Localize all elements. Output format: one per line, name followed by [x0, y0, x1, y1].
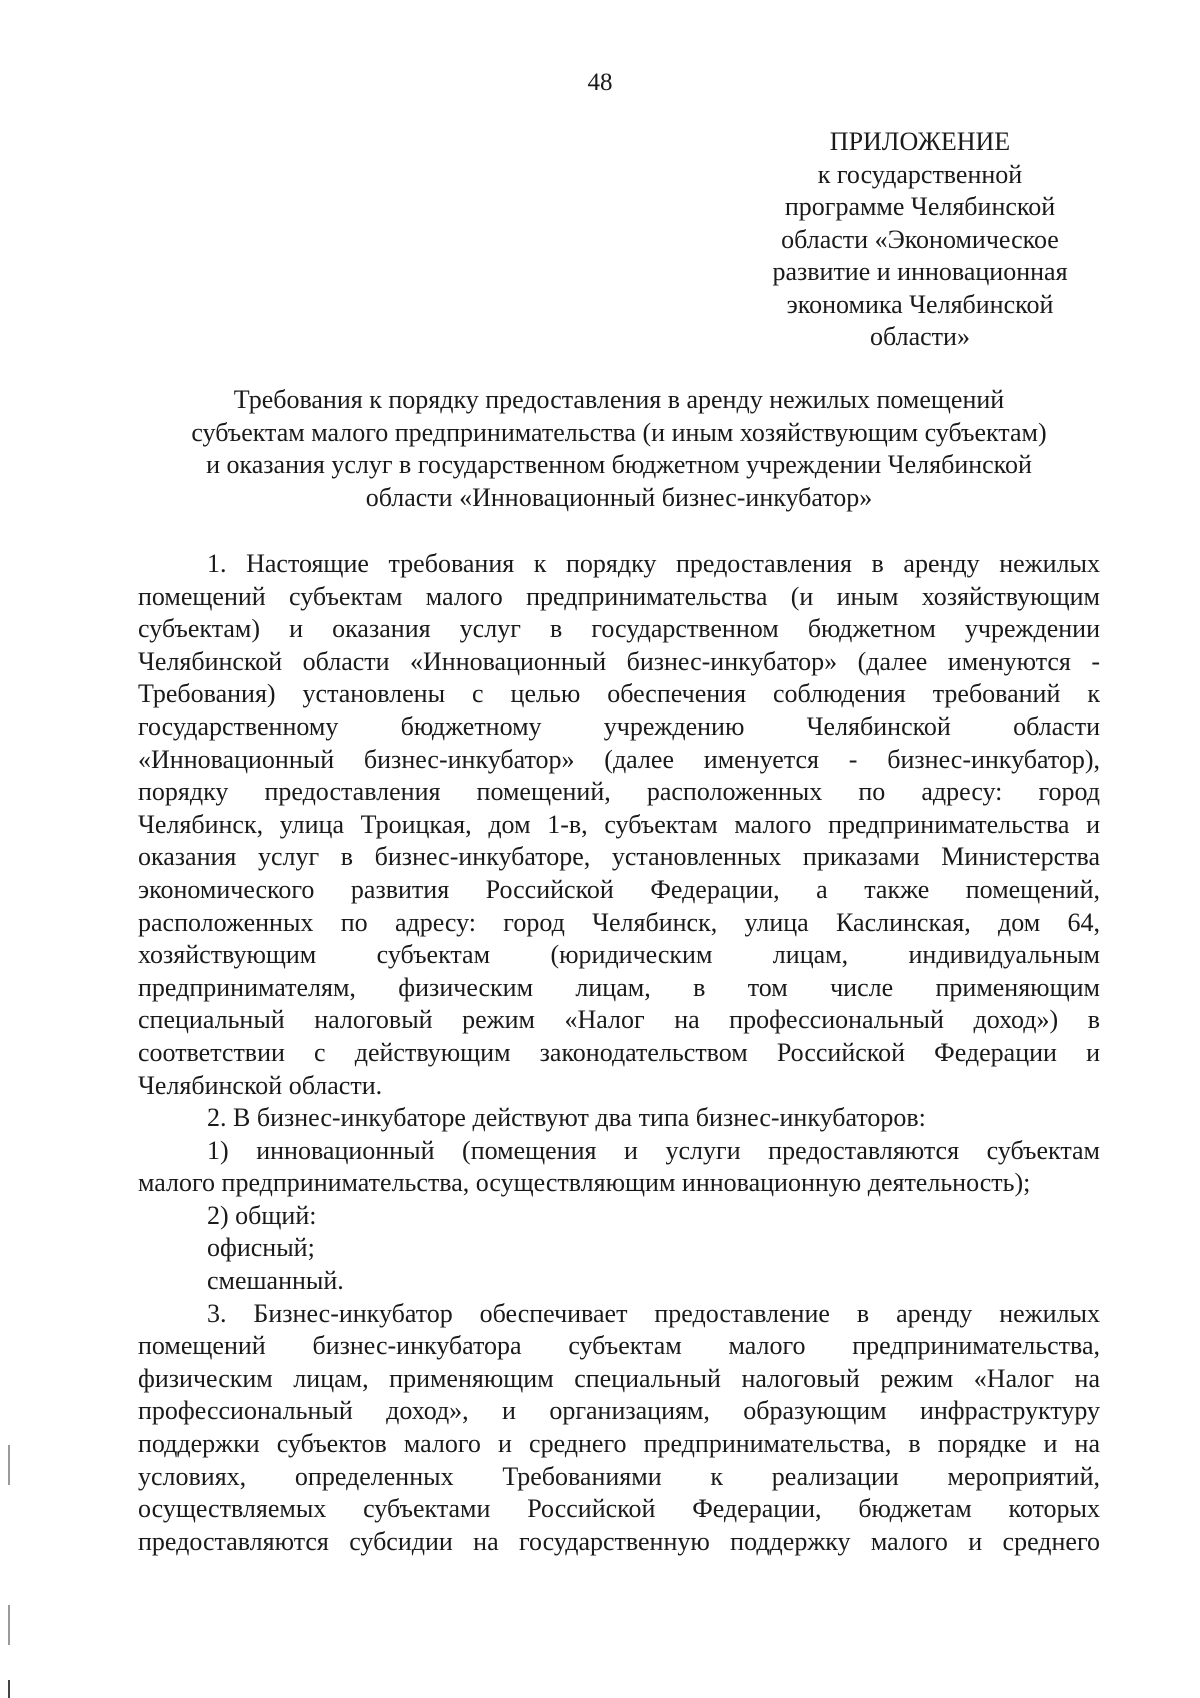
paragraph-3-line: 3. Бизнес-инкубатор обеспечивает предоставление в аренду нежилых [207, 1298, 1100, 1328]
paragraph-1-line: экономического развития Российской Федерации, а также помещений, [138, 874, 1100, 904]
paragraph-3-line: помещений бизнес-инкубатора субъектам малого предпринимательства, [138, 1331, 1100, 1361]
paragraph-3-line: предоставляются субсидии на государственную поддержку малого и среднего [138, 1526, 1100, 1556]
paragraph-1-line: 1. Настоящие требования к порядку предоставления в аренду нежилых [207, 549, 1100, 578]
paragraph-1-line: Челябинской области. [138, 1070, 383, 1100]
paragraph-3-line: профессиональный доход», и организациям, образующим инфраструктуру [138, 1396, 1100, 1426]
paragraph-1-line: соответствии с действующим законодательством Российской Федерации и [138, 1037, 1100, 1067]
page-number: 48 [587, 69, 613, 96]
document-body [138, 548, 1100, 1558]
scan-margin-mark [8, 1605, 10, 1645]
paragraph-3-line: условиях, определенных Требованиями к реализации мероприятий, [138, 1461, 1100, 1491]
paragraph-1-line: Требования) установлены с целью обеспечения соблюдения требований к [138, 679, 1100, 709]
appendix-line: области «Экономическое [781, 224, 1059, 254]
list-subitem: смешанный. [207, 1266, 344, 1296]
appendix-line: области» [870, 322, 970, 351]
paragraph-1-line: помещений субъектам малого предпринимательства (и иным хозяйствующим [138, 581, 1100, 611]
paragraph-1-line: оказания услуг в бизнес-инкубаторе, установленных приказами Министерства [138, 842, 1100, 872]
paragraph-1-line: «Инновационный бизнес-инкубатор» (далее именуется - бизнес-инкубатор), [138, 744, 1100, 774]
paragraph-2-line: 2. В бизнес-инкубаторе действуют два типа бизнес-инкубаторов: [207, 1103, 926, 1133]
paragraph-1-line: порядку предоставления помещений, расположенных по адресу: город [138, 777, 1100, 807]
paragraph-1-line: государственному бюджетному учреждению Челябинской области [138, 711, 1100, 741]
document-title [138, 384, 1100, 514]
title-line: и оказания услуг в государственном бюджетном учреждении Челябинской [206, 450, 1032, 479]
appendix-line: к государственной [817, 159, 1023, 189]
list-subitem: офисный; [207, 1233, 315, 1263]
paragraph-1-line: хозяйствующим субъектам (юридическим лицам, индивидуальным [138, 940, 1100, 970]
paragraph-1-line: расположенных по адресу: город Челябинск, улица Каслинская, дом 64, [138, 907, 1100, 937]
paragraph-3-line: физическим лицам, применяющим специальный налоговый режим «Налог на [138, 1363, 1100, 1393]
paragraph-3-line: осуществляемых субъектами Российской Федерации, бюджетам которых [138, 1494, 1100, 1524]
list-item-2: 2) общий: [207, 1200, 317, 1230]
appendix-heading: ПРИЛОЖЕНИЕ [829, 127, 1011, 156]
paragraph-1-line: Челябинской области «Инновационный бизнес-инкубатор» (далее именуются - [138, 646, 1100, 676]
paragraph-3-line: поддержки субъектов малого и среднего предпринимательства, в порядке и на [138, 1429, 1100, 1459]
appendix-line: экономика Челябинской [786, 289, 1054, 319]
appendix-block [740, 126, 1100, 354]
scan-margin-mark [8, 1445, 10, 1485]
paragraph-1-line: специальный налоговый режим «Налог на профессиональный доход») в [138, 1005, 1100, 1035]
paragraph-1-line: субъектам) и оказания услуг в государственном бюджетном учреждении [138, 614, 1100, 644]
list-item-1-line: малого предпринимательства, осуществляющим инновационную деятельность); [138, 1168, 1031, 1198]
appendix-line: развитие и инновационная [772, 257, 1068, 286]
title-line: области «Инновационный бизнес-инкубатор» [365, 482, 873, 512]
title-line: Требования к порядку предоставления в аренду нежилых помещений [233, 385, 1005, 414]
list-item-1-line: 1) инновационный (помещения и услуги предоставляются субъектам [207, 1135, 1100, 1165]
appendix-line: программе Челябинской [784, 192, 1056, 221]
paragraph-1-line: Челябинск, улица Троицкая, дом 1-в, субъектам малого предпринимательства и [138, 809, 1100, 839]
paragraph-1-line: предпринимателям, физическим лицам, в том числе применяющим [138, 972, 1100, 1002]
scan-margin-mark [8, 1680, 10, 1698]
title-line: субъектам малого предпринимательства (и иным хозяйствующим субъектам) [191, 417, 1047, 447]
